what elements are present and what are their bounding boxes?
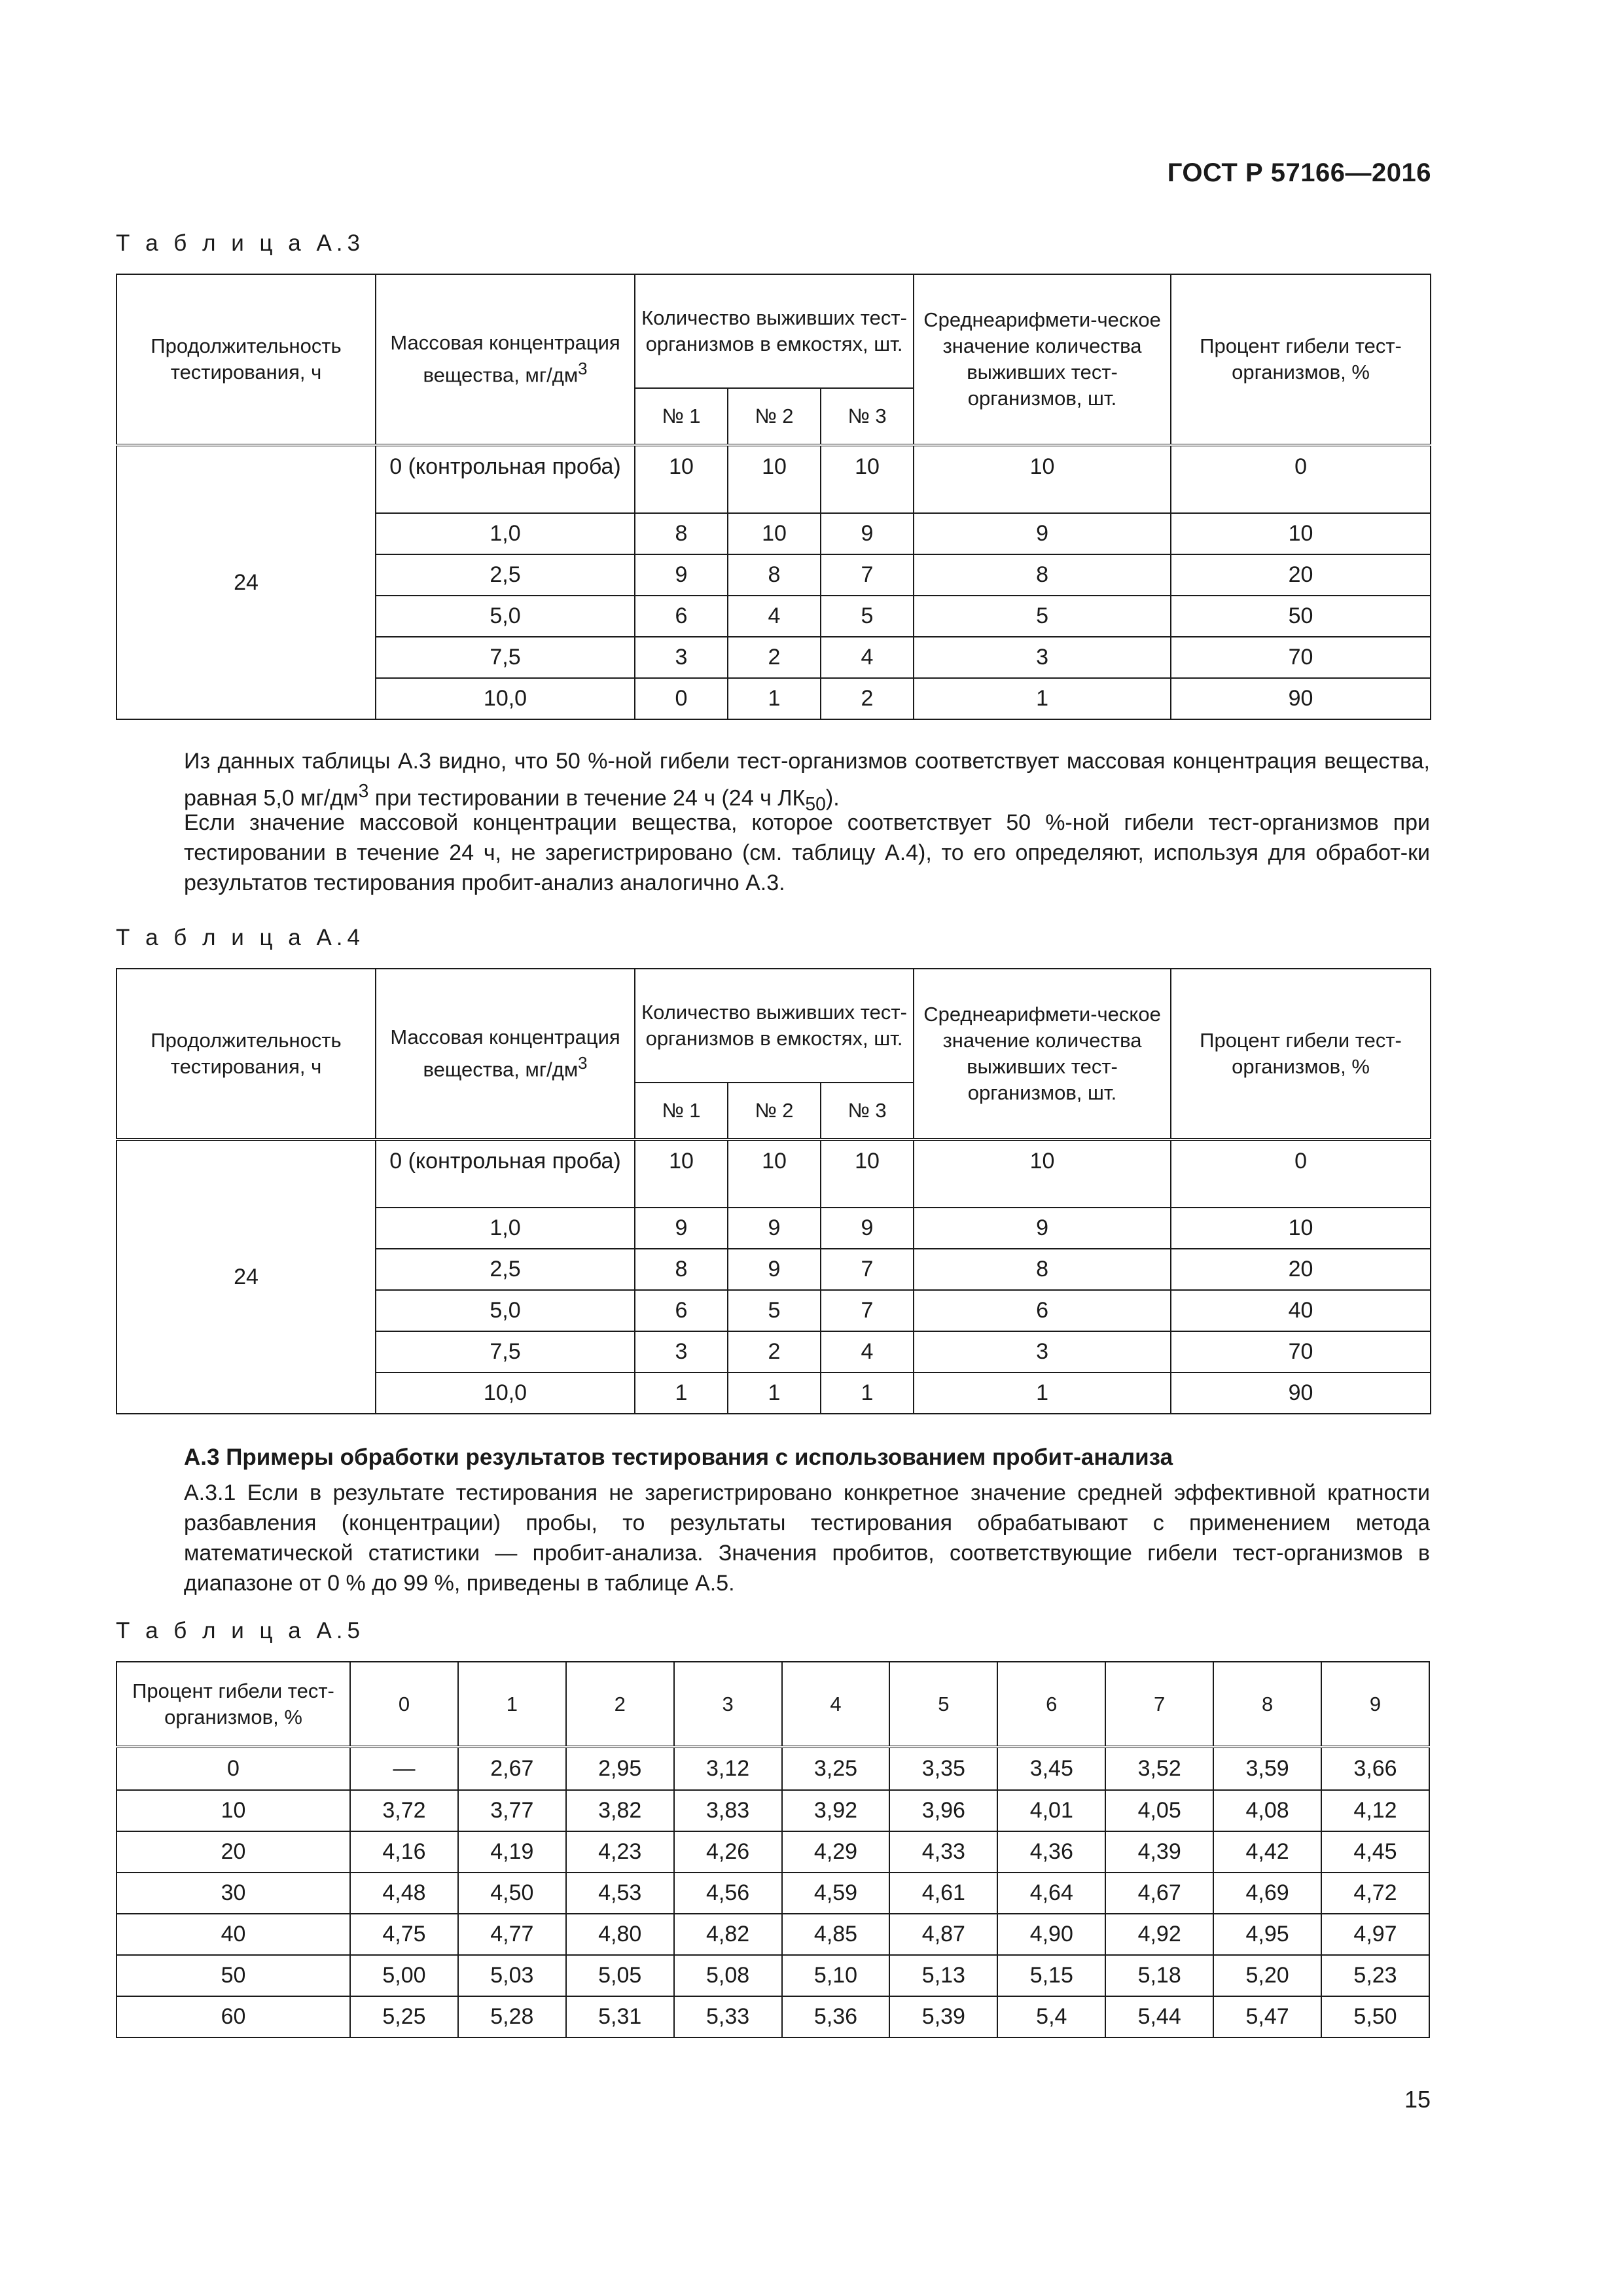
table-cell: 40 bbox=[1171, 1290, 1431, 1331]
table-cell: 5 bbox=[914, 596, 1171, 637]
table-cell: 8 bbox=[635, 513, 728, 554]
column-header: 8 bbox=[1213, 1662, 1321, 1747]
table-cell: 70 bbox=[1171, 1331, 1431, 1372]
table-cell: 4,36 bbox=[997, 1831, 1105, 1873]
table-cell: — bbox=[350, 1747, 458, 1790]
table-cell: 5,20 bbox=[1213, 1955, 1321, 1996]
table-cell: 2 bbox=[821, 678, 914, 719]
table-cell: 7 bbox=[821, 554, 914, 596]
header-n1: № 1 bbox=[635, 388, 728, 445]
table-cell: 1 bbox=[635, 1372, 728, 1414]
table-cell: 2,95 bbox=[566, 1747, 674, 1790]
table-cell: 6 bbox=[635, 596, 728, 637]
header-duration: Продолжительность тестирования, ч bbox=[116, 274, 376, 445]
paragraph-1: Из данных таблицы А.3 видно, что 50 %-ной гибели тест-организмов соответствует массовая концентрация вещества, равная 5,0 $мг/дм^3$ при тестировании в течение 24 ч (24 ч $ЛК_{50}$). bbox=[184, 749, 1430, 816]
table-cell: 8 bbox=[914, 554, 1171, 596]
table-cell: 4,16 bbox=[350, 1831, 458, 1873]
table-cell: 3,25 bbox=[782, 1747, 890, 1790]
table-cell: 2,5 bbox=[376, 554, 635, 596]
table-cell: 5 bbox=[821, 596, 914, 637]
row-header: 40 bbox=[116, 1914, 350, 1955]
table-cell: 90 bbox=[1171, 1372, 1431, 1414]
table-cell: 2 bbox=[728, 637, 821, 678]
table-cell: 7 bbox=[821, 1290, 914, 1331]
table-cell: 5,00 bbox=[350, 1955, 458, 1996]
table-cell: 1,0 bbox=[376, 1208, 635, 1249]
table-cell: 3 bbox=[914, 637, 1171, 678]
table-cell: 5,13 bbox=[889, 1955, 997, 1996]
table-cell: 3,52 bbox=[1105, 1747, 1213, 1790]
table-cell: 10 bbox=[635, 445, 728, 513]
table-cell: 5,31 bbox=[566, 1996, 674, 2037]
table-cell: 5 bbox=[728, 1290, 821, 1331]
table-a5-body bbox=[116, 1747, 1429, 2037]
table-cell: 4,85 bbox=[782, 1914, 890, 1955]
column-header: 5 bbox=[889, 1662, 997, 1747]
table-cell: 5,4 bbox=[997, 1996, 1105, 2037]
table-cell: 10 bbox=[728, 445, 821, 513]
header-mortality-percent: Процент гибели тест-организмов, % bbox=[116, 1662, 350, 1747]
table-cell: 1 bbox=[728, 678, 821, 719]
table-cell: 4,77 bbox=[458, 1914, 566, 1955]
table-a3-caption: Т а б л и ц а А.3 bbox=[116, 230, 365, 256]
table-cell: 4,05 bbox=[1105, 1790, 1213, 1831]
paragraph-2: Если значение массовой концентрации вещества, которое соответствует 50 %-ной гибели тест-организмов при тестировании в течение 24 ч, не зарегистрировано (см. таблицу А.4), то его определяют, используя для обработ-ки результатов тестирования пробит-анализ аналогично А.3. bbox=[184, 810, 1430, 895]
header-n2: № 2 bbox=[728, 388, 821, 445]
header-n3: № 3 bbox=[821, 388, 914, 445]
table-cell: 5,18 bbox=[1105, 1955, 1213, 1996]
column-header: 3 bbox=[674, 1662, 782, 1747]
table-cell: 4,53 bbox=[566, 1873, 674, 1914]
table-cell: 90 bbox=[1171, 678, 1431, 719]
table-cell: 4,67 bbox=[1105, 1873, 1213, 1914]
table-cell: 4,08 bbox=[1213, 1790, 1321, 1831]
header-mean: Среднеарифмети-ческое значение количества выживших тест-организмов, шт. bbox=[914, 969, 1171, 1139]
table-cell: 5,0 bbox=[376, 1290, 635, 1331]
table-cell: 3,96 bbox=[889, 1790, 997, 1831]
table-cell: 1,0 bbox=[376, 513, 635, 554]
table-cell: 10 bbox=[1171, 513, 1431, 554]
table-cell: 4,26 bbox=[674, 1831, 782, 1873]
table-cell: 3 bbox=[914, 1331, 1171, 1372]
table-cell: 10 bbox=[728, 1139, 821, 1208]
table-cell: 8 bbox=[635, 1249, 728, 1290]
table-cell: 10 bbox=[635, 1139, 728, 1208]
table-cell: 9 bbox=[821, 513, 914, 554]
table-cell: 4,80 bbox=[566, 1914, 674, 1955]
row-header: 20 bbox=[116, 1831, 350, 1873]
table-cell: 5,50 bbox=[1321, 1996, 1429, 2037]
header-mean: Среднеарифмети-ческое значение количества выживших тест-организмов, шт. bbox=[914, 274, 1171, 445]
table-cell: 5,03 bbox=[458, 1955, 566, 1996]
table-cell: 5,10 bbox=[782, 1955, 890, 1996]
table-cell: 5,05 bbox=[566, 1955, 674, 1996]
table-row bbox=[116, 1955, 1429, 1996]
table-a4 bbox=[116, 968, 1431, 1414]
table-cell: 9 bbox=[635, 554, 728, 596]
table-cell: 10 bbox=[728, 513, 821, 554]
table-cell: 4,45 bbox=[1321, 1831, 1429, 1873]
table-cell: 4,82 bbox=[674, 1914, 782, 1955]
table-cell: 3,82 bbox=[566, 1790, 674, 1831]
table-cell: 4 bbox=[821, 637, 914, 678]
table-cell: 4,56 bbox=[674, 1873, 782, 1914]
header-n2: № 2 bbox=[728, 1083, 821, 1139]
header-mortality: Процент гибели тест-организмов, % bbox=[1171, 274, 1431, 445]
table-cell: 4,12 bbox=[1321, 1790, 1429, 1831]
header-concentration: Массовая концентрация вещества, $мг/дм^3$ bbox=[376, 274, 635, 445]
header-survivors: Количество выживших тест-организмов в емкостях, шт. bbox=[635, 969, 914, 1083]
table-cell: 4,59 bbox=[782, 1873, 890, 1914]
table-a3-body bbox=[116, 445, 1431, 719]
table-cell: 9 bbox=[728, 1208, 821, 1249]
table-cell: 7 bbox=[821, 1249, 914, 1290]
table-cell: 4,87 bbox=[889, 1914, 997, 1955]
table-cell: 5,33 bbox=[674, 1996, 782, 2037]
table-cell: 5,36 bbox=[782, 1996, 890, 2037]
table-cell: 3,59 bbox=[1213, 1747, 1321, 1790]
section-a3-heading: А.3 Примеры обработки результатов тестирования с использованием пробит-анализа bbox=[184, 1444, 1173, 1470]
table-cell: 4,69 bbox=[1213, 1873, 1321, 1914]
table-row bbox=[116, 1747, 1429, 1790]
duration-cell: 24 bbox=[116, 445, 376, 719]
table-a4-body bbox=[116, 1139, 1431, 1414]
table-a4-caption: Т а б л и ц а А.4 bbox=[116, 925, 365, 950]
table-row bbox=[116, 445, 1431, 513]
table-cell: 3,83 bbox=[674, 1790, 782, 1831]
table-cell: 0 bbox=[1171, 1139, 1431, 1208]
table-cell: 7,5 bbox=[376, 637, 635, 678]
table-cell: 9 bbox=[914, 513, 1171, 554]
column-header: 0 bbox=[350, 1662, 458, 1747]
table-cell: 50 bbox=[1171, 596, 1431, 637]
table-cell: 8 bbox=[728, 554, 821, 596]
table-cell: 5,15 bbox=[997, 1955, 1105, 1996]
table-cell: 3,45 bbox=[997, 1747, 1105, 1790]
table-cell: 4,42 bbox=[1213, 1831, 1321, 1873]
table-cell: 5,47 bbox=[1213, 1996, 1321, 2037]
header-mortality: Процент гибели тест-организмов, % bbox=[1171, 969, 1431, 1139]
table-cell: 10,0 bbox=[376, 678, 635, 719]
column-header: 9 bbox=[1321, 1662, 1429, 1747]
table-cell: 0 (контрольная проба) bbox=[376, 445, 635, 513]
table-cell: 0 (контрольная проба) bbox=[376, 1139, 635, 1208]
table-cell: 5,44 bbox=[1105, 1996, 1213, 2037]
table-cell: 4,29 bbox=[782, 1831, 890, 1873]
table-cell: 4 bbox=[821, 1331, 914, 1372]
table-cell: 10 bbox=[914, 1139, 1171, 1208]
header-concentration: Массовая концентрация вещества, $мг/дм^3$ bbox=[376, 969, 635, 1139]
table-cell: 4,97 bbox=[1321, 1914, 1429, 1955]
table-cell: 3,12 bbox=[674, 1747, 782, 1790]
table-cell: 4,95 bbox=[1213, 1914, 1321, 1955]
page-number: 15 bbox=[1404, 2086, 1431, 2113]
column-header: 4 bbox=[782, 1662, 890, 1747]
table-cell: 4,61 bbox=[889, 1873, 997, 1914]
table-row bbox=[116, 1996, 1429, 2037]
table-cell: 7,5 bbox=[376, 1331, 635, 1372]
table-cell: 4,72 bbox=[1321, 1873, 1429, 1914]
table-cell: 8 bbox=[914, 1249, 1171, 1290]
table-a5-caption: Т а б л и ц а А.5 bbox=[116, 1618, 365, 1643]
table-cell: 4,39 bbox=[1105, 1831, 1213, 1873]
table-cell: 10 bbox=[821, 1139, 914, 1208]
table-row bbox=[116, 1790, 1429, 1831]
table-cell: 1 bbox=[728, 1372, 821, 1414]
table-cell: 4,92 bbox=[1105, 1914, 1213, 1955]
table-cell: 4,23 bbox=[566, 1831, 674, 1873]
header-n3: № 3 bbox=[821, 1083, 914, 1139]
table-cell: 9 bbox=[635, 1208, 728, 1249]
table-cell: 3,72 bbox=[350, 1790, 458, 1831]
table-cell: 0 bbox=[1171, 445, 1431, 513]
table-row bbox=[116, 1831, 1429, 1873]
table-cell: 1 bbox=[821, 1372, 914, 1414]
table-cell: 10 bbox=[914, 445, 1171, 513]
column-header: 6 bbox=[997, 1662, 1105, 1747]
table-cell: 4,48 bbox=[350, 1873, 458, 1914]
table-cell: 2 bbox=[728, 1331, 821, 1372]
table-cell: 9 bbox=[821, 1208, 914, 1249]
table-cell: 9 bbox=[728, 1249, 821, 1290]
row-header: 60 bbox=[116, 1996, 350, 2037]
table-cell: 0 bbox=[635, 678, 728, 719]
table-cell: 10 bbox=[821, 445, 914, 513]
table-cell: 3,77 bbox=[458, 1790, 566, 1831]
row-header: 0 bbox=[116, 1747, 350, 1790]
table-cell: 2,67 bbox=[458, 1747, 566, 1790]
table-cell: 5,23 bbox=[1321, 1955, 1429, 1996]
table-row bbox=[116, 1914, 1429, 1955]
column-header: 2 bbox=[566, 1662, 674, 1747]
table-cell: 3 bbox=[635, 1331, 728, 1372]
table-cell: 5,0 bbox=[376, 596, 635, 637]
table-cell: 5,39 bbox=[889, 1996, 997, 2037]
table-cell: 3,35 bbox=[889, 1747, 997, 1790]
table-cell: 3 bbox=[635, 637, 728, 678]
table-cell: 4,50 bbox=[458, 1873, 566, 1914]
table-cell: 5,28 bbox=[458, 1996, 566, 2037]
table-cell: 4,01 bbox=[997, 1790, 1105, 1831]
table-cell: 4,64 bbox=[997, 1873, 1105, 1914]
table-cell: 4,75 bbox=[350, 1914, 458, 1955]
column-header: 1 bbox=[458, 1662, 566, 1747]
table-cell: 1 bbox=[914, 678, 1171, 719]
table-cell: 70 bbox=[1171, 637, 1431, 678]
table-a5 bbox=[116, 1661, 1430, 2038]
table-cell: 3,92 bbox=[782, 1790, 890, 1831]
table-cell: 10,0 bbox=[376, 1372, 635, 1414]
table-cell: 5,25 bbox=[350, 1996, 458, 2037]
header-survivors: Количество выживших тест-организмов в емкостях, шт. bbox=[635, 274, 914, 388]
table-cell: 6 bbox=[914, 1290, 1171, 1331]
table-cell: 10 bbox=[1171, 1208, 1431, 1249]
document-code: ГОСТ Р 57166—2016 bbox=[1167, 158, 1431, 187]
row-header: 50 bbox=[116, 1955, 350, 1996]
table-cell: 1 bbox=[914, 1372, 1171, 1414]
table-a5-header-row bbox=[116, 1662, 1429, 1747]
table-cell: 20 bbox=[1171, 554, 1431, 596]
table-row bbox=[116, 1873, 1429, 1914]
table-cell: 4,19 bbox=[458, 1831, 566, 1873]
row-header: 30 bbox=[116, 1873, 350, 1914]
header-n1: № 1 bbox=[635, 1083, 728, 1139]
section-a3-paragraph: А.3.1 Если в результате тестирования не зарегистрировано конкретное значение средней эффективной кратности разбавления (концентрации) пробы, то результаты тестирования обрабатывают с применением метода математической статистики — пробит-анализа. Значения пробитов, соответствующие гибели тест-организмов в диапазоне от 0 % до 99 %, приведены в таблице А.5. bbox=[184, 1480, 1430, 1596]
column-header: 7 bbox=[1105, 1662, 1213, 1747]
table-cell: 5,08 bbox=[674, 1955, 782, 1996]
table-cell: 3,66 bbox=[1321, 1747, 1429, 1790]
table-cell: 4,90 bbox=[997, 1914, 1105, 1955]
row-header: 10 bbox=[116, 1790, 350, 1831]
table-a3 bbox=[116, 274, 1431, 720]
header-duration: Продолжительность тестирования, ч bbox=[116, 969, 376, 1139]
table-cell: 2,5 bbox=[376, 1249, 635, 1290]
table-cell: 4 bbox=[728, 596, 821, 637]
table-cell: 9 bbox=[914, 1208, 1171, 1249]
duration-cell: 24 bbox=[116, 1139, 376, 1414]
table-cell: 6 bbox=[635, 1290, 728, 1331]
table-cell: 20 bbox=[1171, 1249, 1431, 1290]
table-cell: 4,33 bbox=[889, 1831, 997, 1873]
table-row bbox=[116, 1139, 1431, 1208]
